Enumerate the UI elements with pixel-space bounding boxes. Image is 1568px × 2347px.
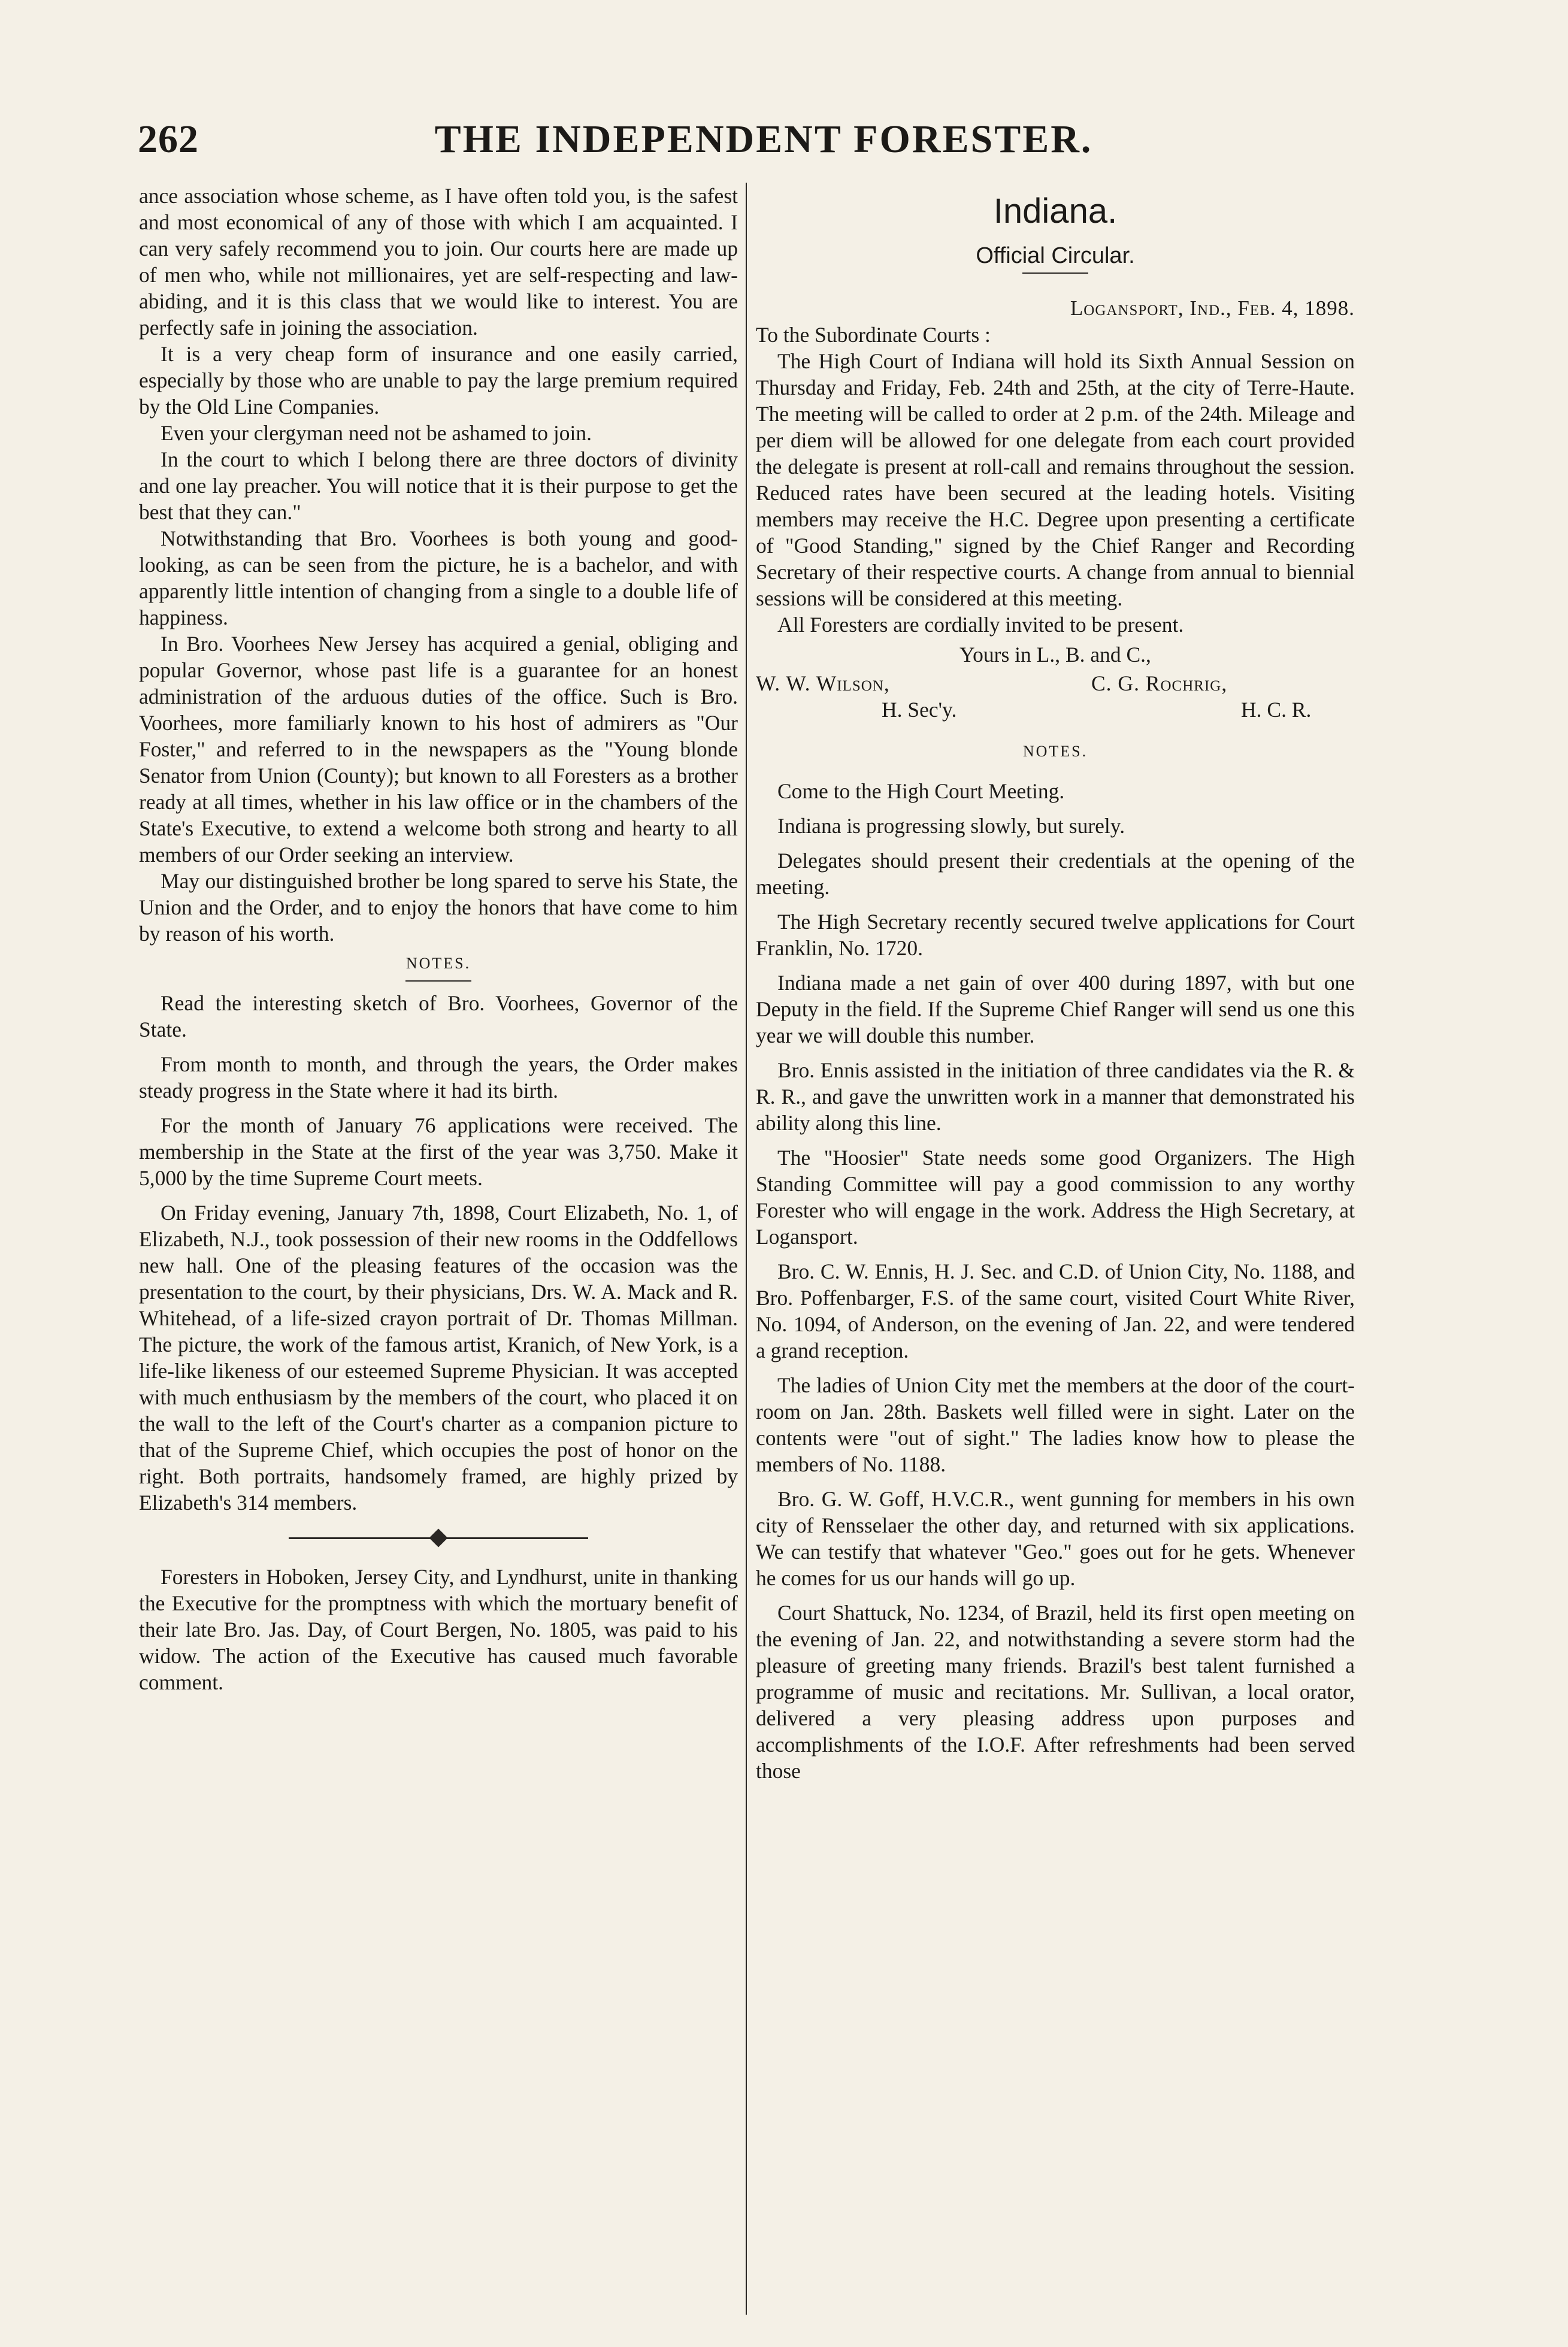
circular-paragraph: All Foresters are cordially invited to be present. [777, 613, 1184, 637]
note-paragraph: Court Shattuck, No. 1234, of Brazil, held its first open meeting on the evening of Jan. 22, and notwithstanding a severe storm had the pleasure of greeting many friends. Brazil's best talent furnished a programme of music and recitations. Mr. Sullivan, a local orator, delivered a very pleasing address upon purposes and accomplishments of the I.O.F. After refreshments had been served those [756, 1601, 1355, 1783]
short-rule [405, 980, 471, 982]
note-paragraph: For the month of January 76 applications were received. The membership in the State at the first of the year was 3,750. Make it 5,000 by the time Supreme Court meets. [139, 1113, 738, 1190]
note-paragraph: Come to the High Court Meeting. [777, 779, 1065, 803]
signatory-title: H. Sec'y. [882, 698, 957, 722]
article-paragraph: ance association whose scheme, as I have often told you, is the safest and most economical of any of those with which I am acquainted. I can very safely recommend you to join. Our courts here are made up of men who, while not millionaires, yet are self-respecting and law-abiding, and it is this class that we would like to interest. You are perfectly safe in joining the association. [139, 184, 738, 340]
note-paragraph: Bro. Ennis assisted in the initiation of three candidates via the R. & R. R., and gave the unwritten work in a manner that demonstrated his ability along this line. [756, 1058, 1355, 1135]
note-paragraph: Indiana made a net gain of over 400 during 1897, with but one Deputy in the field. If the Supreme Chief Ranger will send us one this year we will double this number. [756, 971, 1355, 1047]
notes-heading: NOTES. [1022, 743, 1088, 760]
note-paragraph: Foresters in Hoboken, Jersey City, and Lyndhurst, unite in thanking the Executive for the promptness with which the mortuary benefit of their late Bro. Jas. Day, of Court Bergen, No. 1805, was paid to his widow. The action of the Executive has caused much favorable comment. [139, 1565, 738, 1694]
article-paragraph: In Bro. Voorhees New Jersey has acquired a genial, obliging and popular Governor, whose past life is a guarantee for an honest administration of the arduous duties of the office. Such is Bro. Voorhees, more familiarly known to his host of admirers as "Our Foster," and referred to in the newspapers as the "Young blonde Senator from Union (County); but known to all Foresters as a brother ready at all times, whether in his law office or in the chambers of the State's Executive, to extend a welcome both strong and hearty to all members of our Order seeking an interview. [139, 632, 738, 867]
note-paragraph: Delegates should present their credentials at the opening of the meeting. [756, 849, 1355, 899]
note-paragraph: Read the interesting sketch of Bro. Voorhees, Governor of the State. [139, 991, 738, 1041]
note-paragraph: The ladies of Union City met the members at the door of the court-room on Jan. 28th. Baskets well filled were in sight. Later on the contents were "out of sight." The ladies know how to please the members of No. 1188. [756, 1373, 1355, 1476]
article-paragraph: In the court to which I belong there are three doctors of divinity and one lay preacher. You will notice that it is their purpose to get the best that they can." [139, 447, 738, 524]
signature-title-row [756, 696, 1355, 723]
article-paragraph: Notwithstanding that Bro. Voorhees is both young and good-looking, as can be seen from the picture, he is a bachelor, and with apparently little intention of changing from a single to a double life of happiness. [139, 526, 738, 629]
signature-row [756, 670, 1355, 696]
article-paragraph: It is a very cheap form of insurance and one easily carried, especially by those who are unable to pay the large premium required by the Old Line Companies. [139, 342, 738, 419]
salutation: To the Subordinate Courts : [756, 323, 991, 347]
signoff: Yours in L., B. and C., [959, 643, 1151, 667]
section-title: Indiana. [993, 192, 1118, 231]
note-paragraph: Bro. G. W. Goff, H.V.C.R., went gunning for members in his own city of Rensselaer the other day, and returned with six applications. We can testify that whatever "Geo." goes out for he gets. Whenever he comes for us our hands will go up. [756, 1487, 1355, 1590]
signatory-title: H. C. R. [1241, 698, 1312, 722]
note-paragraph: Indiana is progressing slowly, but surely. [777, 814, 1125, 838]
article-paragraph: Even your clergyman need not be ashamed to join. [161, 421, 592, 445]
note-paragraph: From month to month, and through the years, the Order makes steady progress in the State where it had its birth. [139, 1052, 738, 1103]
notes-heading: NOTES. [405, 955, 471, 972]
circular-subtitle: Official Circular. [976, 243, 1135, 268]
ornamental-divider [139, 1524, 738, 1552]
note-paragraph: The "Hoosier" State needs some good Organizers. The High Standing Committee will pay a good commission to any worthy Forester who will engage in the work. Address the High Secretary, at Logansport. [756, 1146, 1355, 1249]
note-paragraph: Bro. C. W. Ennis, H. J. Sec. and C.D. of Union City, No. 1188, and Bro. Poffenbarger, F.S. of the same court, visited Court White River, No. 1094, of Anderson, on the evening of Jan. 22, and were tendered a grand reception. [756, 1259, 1355, 1362]
signatory-name: W. W. Wilson, [756, 671, 890, 695]
page-header [138, 117, 1390, 183]
column-divider [746, 183, 747, 2315]
running-head-title: THE INDEPENDENT FORESTER. [434, 117, 1093, 161]
dateline: Logansport, Ind., Feb. 4, 1898. [1070, 296, 1355, 320]
left-column [139, 183, 738, 2315]
note-paragraph: The High Secretary recently secured twelve applications for Court Franklin, No. 1720. [756, 910, 1355, 960]
right-column [756, 183, 1355, 2315]
signatory-name: C. G. Rochrig, [1091, 671, 1228, 695]
short-rule [1022, 272, 1088, 274]
circular-paragraph: The High Court of Indiana will hold its Sixth Annual Session on Thursday and Friday, Feb. 24th and 25th, at the city of Terre-Haute. The meeting will be called to order at 2 p.m. of the 24th. Mileage and per diem will be allowed for one delegate from each court provided the delegate is present at roll-call and remains throughout the session. Reduced rates have been secured at the leading hotels. Visiting members may receive the H.C. Degree upon presenting a certificate of "Good Standing," signed by the Chief Ranger and Recording Secretary of their respective courts. A change from annual to biennial sessions will be considered at this meeting. [756, 349, 1355, 610]
note-paragraph: On Friday evening, January 7th, 1898, Court Elizabeth, No. 1, of Elizabeth, N.J., took possession of their new rooms in the Oddfellows new hall. One of the pleasing features of the occasion was the presentation to the court, by their physicians, Drs. W. A. Mack and R. Whitehead, of a life-sized crayon portrait of Dr. Thomas Millman. The picture, the work of the famous artist, Kranich, of New York, is a life-like likeness of our esteemed Supreme Physician. It was accepted with much enthusiasm by the members of the court, who placed it on the wall to the left of the Court's charter as a companion picture to that of the Supreme Chief, which occupies the post of honor on the right. Both portraits, handsomely framed, are highly prized by Elizabeth's 314 members. [139, 1201, 738, 1515]
article-paragraph: May our distinguished brother be long spared to serve his State, the Union and the Order, and to enjoy the honors that have come to him by reason of his worth. [139, 869, 738, 946]
page-number: 262 [138, 117, 199, 161]
